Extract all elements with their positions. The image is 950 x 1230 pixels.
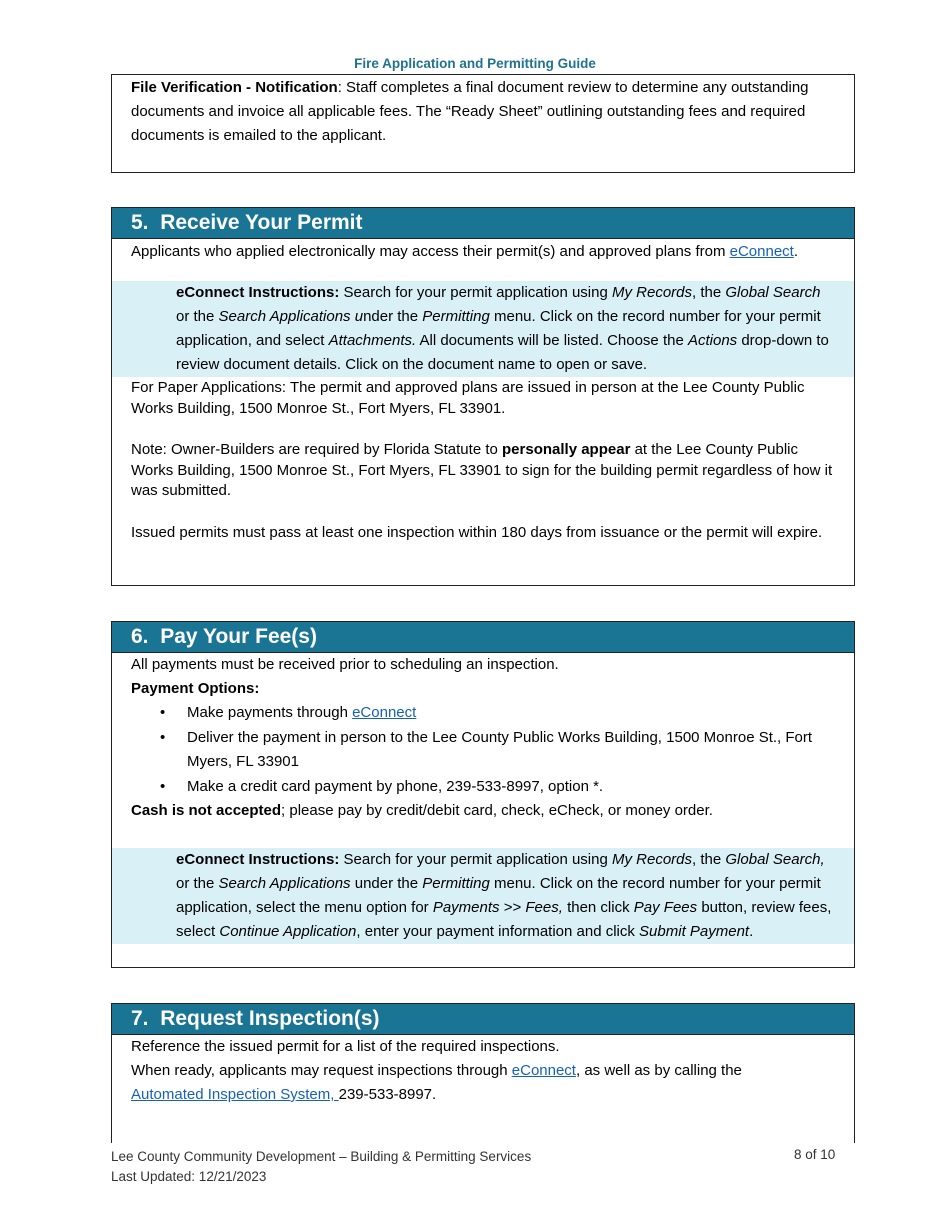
econnect-link[interactable]: eConnect — [729, 243, 794, 260]
inspections-request-text: When ready, applicants may request inspections through eConnect, as well as by calling the Automated Inspection System, 239-533-8997. — [131, 1062, 742, 1103]
footer-last-updated: Last Updated: 12/21/2023 — [111, 1168, 267, 1184]
owner-builder-note: Note: Owner-Builders are required by Florida Statute to personally appear at the Lee County Public Works Building, 1500 Monroe St., Fort Myers, FL 33901 to sign for the building permit regardless of how it was submitted. — [131, 441, 833, 499]
section-6-econnect-instructions: eConnect Instructions: Search for your permit application using My Records, the Global Search, or the Search Applications under the Permitting menu. Click on the record number for your permit application, select the menu option for Payments >> Fees, then click Pay Fees button, review fees, select Continue Application, enter your payment information and click Submit Payment. — [112, 848, 854, 944]
page-header-title: Fire Application and Permitting Guide — [354, 56, 596, 71]
permit-expiration-note: Issued permits must pass at least one inspection within 180 days from issuance or the permit will expire. — [131, 523, 823, 541]
page-number: 8 of 10 — [794, 1147, 836, 1162]
list-item: • Deliver the payment in person to the Lee County Public Works Building, 1500 Monroe St., Fort Myers, FL 33901 — [187, 726, 854, 775]
payment-options-label: Payment Options: — [131, 680, 260, 697]
econnect-link[interactable]: eConnect — [352, 704, 417, 721]
footer-organization: Lee County Community Development – Building & Permitting Services — [111, 1149, 532, 1164]
list-item: • Make a credit card payment by phone, 239-533-8997, option *. — [187, 775, 854, 800]
section-5-intro: Applicants who applied electronically may access their permit(s) and approved plans from eConnect. — [131, 243, 799, 260]
footer-info — [111, 1147, 531, 1186]
inspections-reference-text: Reference the issued permit for a list of the required inspections. — [131, 1038, 560, 1055]
cash-not-accepted: Cash is not accepted; please pay by credit/debit card, check, eCheck, or money order. — [131, 802, 713, 819]
section-pay-fees — [111, 621, 855, 968]
section-request-inspections — [111, 1003, 855, 1143]
section-6-heading: 6. Pay Your Fee(s) — [112, 622, 854, 653]
section-7-heading: 7. Request Inspection(s) — [112, 1004, 854, 1035]
section-receive-permit — [111, 207, 855, 586]
paper-applications-text: For Paper Applications: The permit and approved plans are issued in person at the Lee County Public Works Building, 1500 Monroe St., Fort Myers, FL 33901. — [131, 379, 805, 417]
automated-inspection-system-link[interactable]: Automated Inspection System, — [131, 1086, 339, 1103]
econnect-link[interactable]: eConnect — [511, 1062, 576, 1079]
section-5-econnect-instructions: eConnect Instructions: Search for your permit application using My Records, the Global Search or the Search Applications under the Permitting menu. Click on the record number for your permit application, and select Attachments. All documents will be listed. Choose the Actions drop-down to review document details. Click on the document name to open or save. — [112, 281, 854, 377]
file-verification-box — [111, 74, 855, 173]
file-verification-text: File Verification - Notification: Staff completes a final document review to determine any outstanding documents and invoice all applicable fees. The “Ready Sheet” outlining outstanding fees and required documents is emailed to the applicant. — [131, 79, 809, 144]
payment-options-list — [112, 701, 854, 799]
list-item: • Make payments through eConnect — [187, 701, 854, 726]
payments-intro: All payments must be received prior to scheduling an inspection. — [131, 656, 559, 673]
section-5-heading: 5. Receive Your Permit — [112, 208, 854, 239]
